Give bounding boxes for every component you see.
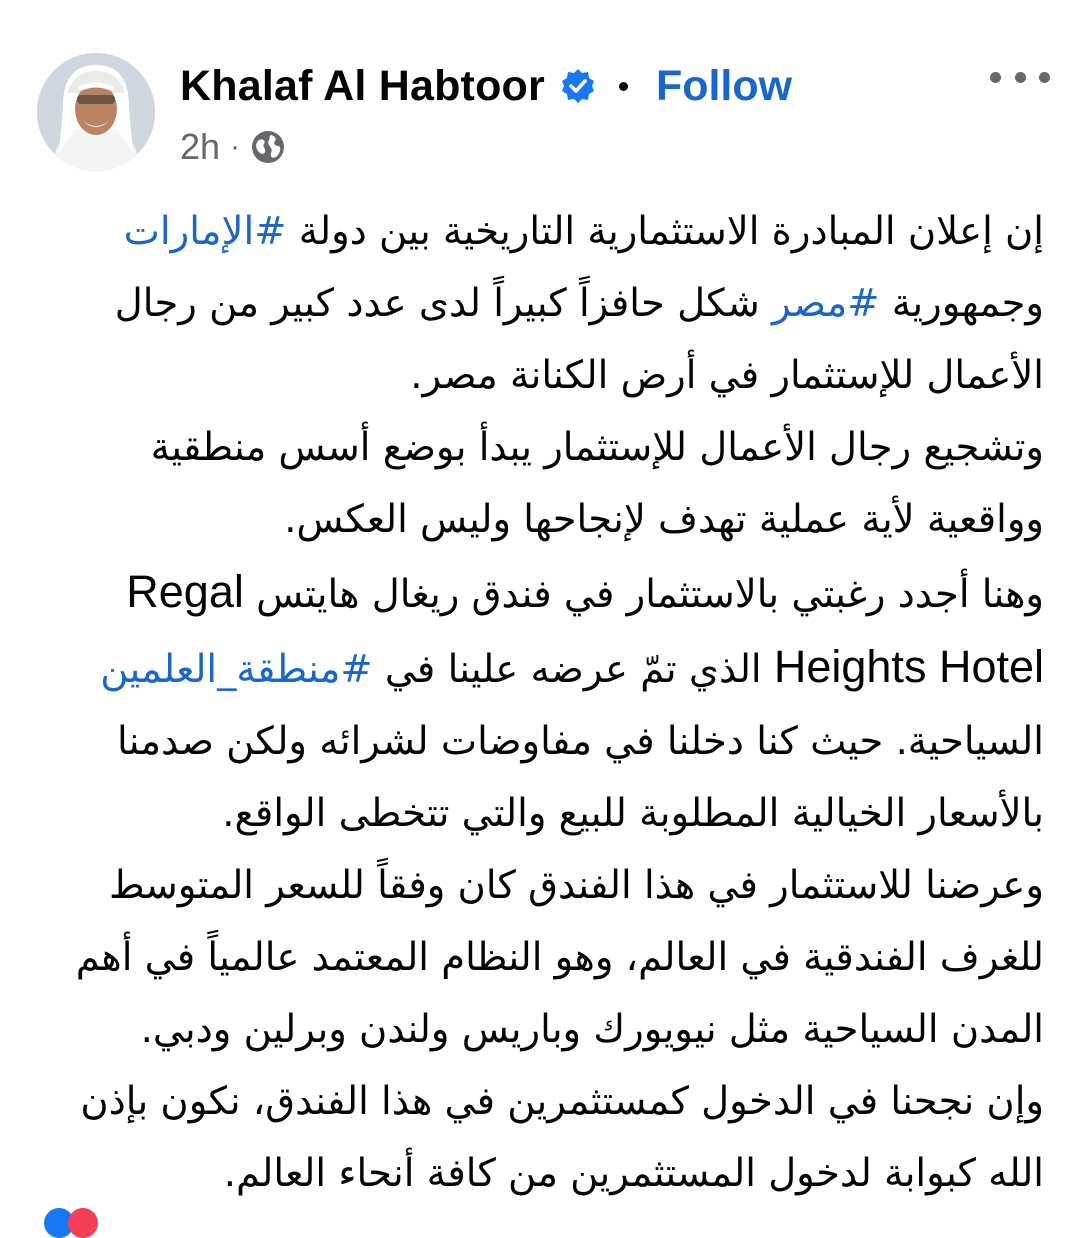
post-text-segment: إن إعلان المبادرة الاستثمارية التاريخية بين دولة: [286, 209, 1044, 254]
separator-dot: [619, 82, 628, 91]
follow-button[interactable]: Follow: [655, 61, 793, 110]
avatar-image: [37, 53, 155, 171]
globe-icon[interactable]: [250, 129, 286, 165]
hotel-name: Regal Heights Hotel: [126, 566, 1044, 692]
more-dot: [1039, 72, 1050, 83]
post-text-segment: وهنا أجدد رغبتي بالاستثمار في فندق ريغال هايتس: [243, 572, 1044, 617]
post-paragraph: [44, 196, 1044, 412]
post-text-segment: شكل حافزاً كبيراً لدى عدد كبير من رجال الأعمال للإستثمار في أرض الكنانة مصر.: [114, 281, 1044, 398]
post-text-segment: السياحية. حيث كنا دخلنا في مفاوضات لشرائه ولكن صدمنا بالأسعار الخيالية المطلوبة للبيع والتي تتخطى الواقع.: [117, 719, 1044, 836]
post-paragraph: وعرضنا للاستثمار في هذا الفندق كان وفقاً للسعر المتوسط للغرف الفندقية في العالم، وهو النظام المعتمد عالمياً في أهم المدن السياحية مثل نيويورك وباريس ولندن وبرلين ودبي.: [75, 863, 1044, 1052]
post-header: [0, 0, 1080, 180]
more-dot: [1015, 72, 1026, 83]
post-meta: [180, 122, 286, 172]
more-options-icon[interactable]: [990, 62, 1050, 92]
reaction-icons[interactable]: [44, 1208, 124, 1224]
author-line: [180, 56, 792, 116]
author-name[interactable]: Khalaf Al Habtoor: [180, 61, 545, 110]
post-time[interactable]: 2h: [180, 126, 221, 167]
meta-separator: ·: [230, 130, 241, 163]
hashtag-alamein[interactable]: #منطقة_العلمين: [100, 647, 373, 692]
post-paragraph: [44, 556, 1044, 850]
post-text: [44, 196, 1044, 1210]
more-dot: [990, 72, 1001, 83]
love-reaction-icon: [68, 1208, 98, 1238]
post-text-segment: وجمهورية: [879, 281, 1044, 326]
hashtag-egypt[interactable]: #مصر: [772, 281, 880, 326]
post-paragraph: وإن نجحنا في الدخول كمستثمرين في هذا الفندق، نكون بإذن الله كبوابة لدخول المستثمرين من كافة أنحاء العالم.: [80, 1079, 1044, 1196]
profile-avatar[interactable]: [37, 53, 155, 171]
post-text-segment: الذي تمّ عرضه علينا في: [372, 647, 774, 692]
post-paragraph: وتشجيع رجال الأعمال للإستثمار يبدأ بوضع أسس منطقية وواقعية لأية عملية تهدف لإنجاحها وليس العكس.: [150, 425, 1044, 542]
verified-badge-icon: [559, 67, 597, 105]
hashtag-emirates[interactable]: #الإمارات: [123, 209, 287, 254]
